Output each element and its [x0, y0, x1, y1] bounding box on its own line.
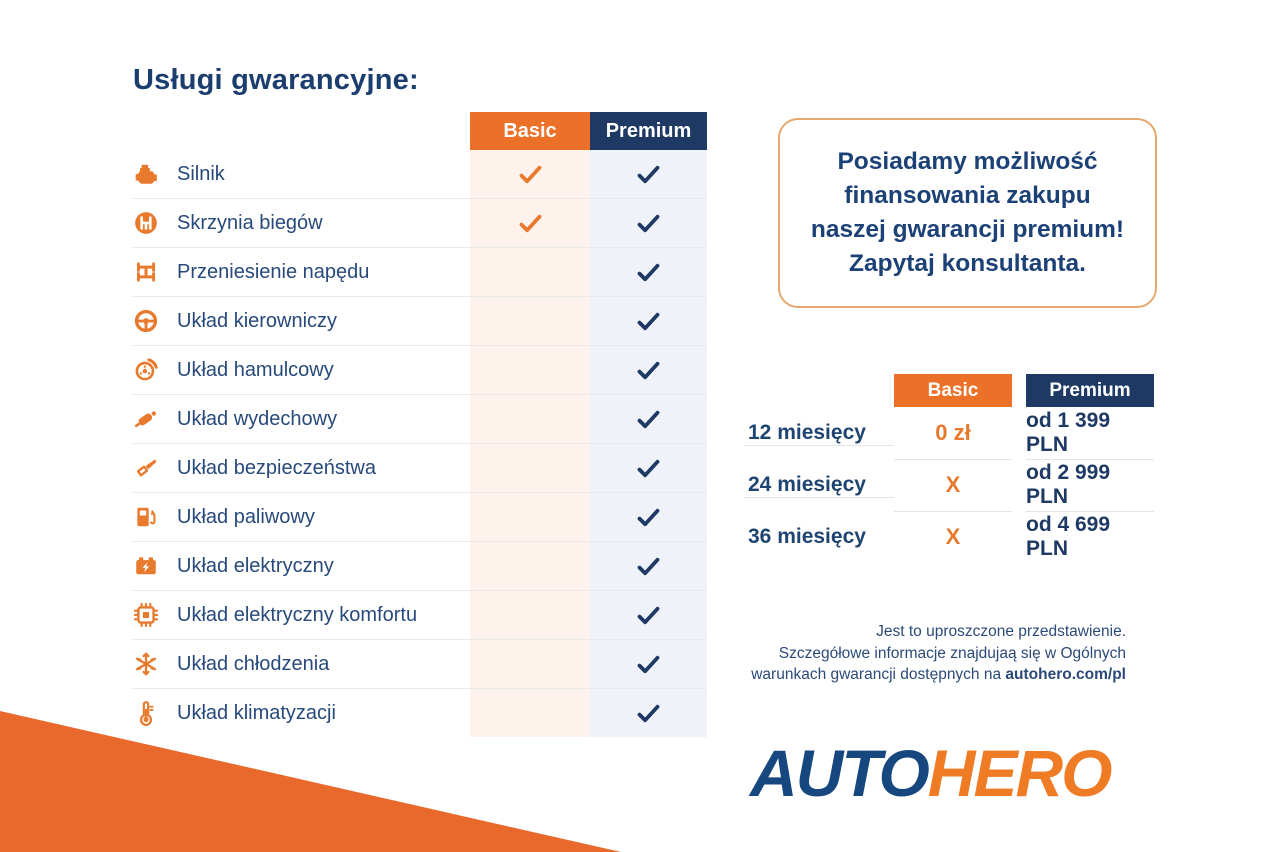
promo-line: naszej gwarancji premium! — [810, 216, 1125, 243]
seatbelt-icon — [133, 444, 176, 492]
exhaust-icon — [133, 395, 176, 443]
chip-icon — [133, 591, 176, 639]
table-row — [133, 345, 707, 394]
basic-cell — [470, 395, 590, 443]
premium-cell — [590, 346, 707, 394]
pricing-basic-value: 0 zł — [894, 407, 1012, 460]
website-url: autohero.com/pl — [1005, 666, 1126, 683]
row-label: Układ bezpieczeństwa — [177, 456, 376, 479]
header-gap — [1012, 374, 1026, 407]
promo-line: finansowania zakupu — [844, 182, 1091, 209]
table-row — [133, 541, 707, 590]
table-row — [133, 688, 707, 737]
premium-cell — [590, 248, 707, 296]
row-label: Układ klimatyzacji — [177, 701, 336, 724]
pricing-column-header-premium: Premium — [1026, 374, 1154, 407]
battery-icon — [133, 542, 176, 590]
table-row — [133, 590, 707, 639]
pricing-table-rows — [744, 407, 1156, 563]
table-row — [133, 296, 707, 345]
basic-cell — [470, 689, 590, 737]
row-label: Układ elektryczny komfortu — [177, 603, 418, 626]
warranty-column-header-premium: Premium — [590, 112, 707, 150]
row-label: Silnik — [177, 162, 225, 185]
promo-line: Zapytaj konsultanta. — [849, 250, 1086, 277]
row-label: Układ elektryczny — [177, 554, 334, 577]
basic-cell — [470, 444, 590, 492]
table-row — [133, 443, 707, 492]
pricing-table — [744, 374, 1156, 563]
premium-cell — [590, 493, 707, 541]
table-row — [133, 394, 707, 443]
header-spacer — [744, 374, 894, 407]
warranty-column-header-basic: Basic — [470, 112, 590, 150]
header-spacer — [133, 112, 470, 150]
steering-wheel-icon — [133, 297, 176, 345]
basic-cell — [470, 248, 590, 296]
page-title: Usługi gwarancyjne: — [133, 64, 419, 96]
basic-cell — [470, 493, 590, 541]
fuel-pump-icon — [133, 493, 176, 541]
pricing-row — [744, 459, 1156, 511]
pricing-table-header — [744, 374, 1156, 407]
brake-disc-icon — [133, 346, 176, 394]
basic-cell — [470, 297, 590, 345]
disclaimer-line: Szczegółowe informacje znajdujaą się w Ogólnych — [778, 644, 1126, 662]
disclaimer-line: warunkach gwarancji dostępnych na autohero.com/pl — [751, 666, 1126, 683]
row-label: Układ wydechowy — [177, 407, 338, 430]
warranty-table — [133, 112, 707, 737]
pricing-row — [744, 407, 1156, 459]
warranty-table-rows — [133, 150, 707, 737]
table-row — [133, 198, 707, 247]
pricing-period: 36 miesięcy — [748, 525, 866, 548]
premium-cell — [590, 199, 707, 247]
premium-cell — [590, 542, 707, 590]
logo-auto-part: AUTO — [750, 736, 928, 810]
premium-cell — [590, 395, 707, 443]
pricing-basic-value: X — [945, 524, 961, 549]
row-label: Skrzynia biegów — [177, 211, 323, 234]
table-row — [133, 492, 707, 541]
basic-cell — [470, 591, 590, 639]
financing-promo-box — [778, 118, 1157, 308]
basic-cell — [470, 346, 590, 394]
pricing-basic-value: X — [894, 459, 1012, 512]
row-label: Przeniesienie napędu — [177, 260, 370, 283]
basic-cell — [470, 640, 590, 688]
snowflake-icon — [133, 640, 176, 688]
row-label: Układ kierowniczy — [177, 309, 338, 332]
premium-cell — [590, 150, 707, 198]
logo-hero-part: HERO — [927, 736, 1111, 810]
warranty-table-header — [133, 112, 707, 150]
pricing-premium-value: od 1 399 PLN — [1026, 407, 1154, 460]
disclaimer-line: Jest to uproszczone przedstawienie. — [876, 623, 1126, 640]
disclaimer-text — [660, 621, 1126, 686]
premium-cell — [590, 689, 707, 737]
pricing-row — [744, 511, 1156, 563]
pricing-period: 12 miesięcy — [744, 421, 894, 446]
gearbox-icon — [133, 199, 176, 247]
autohero-logo — [750, 736, 1111, 810]
promo-line: Posiadamy możliwość — [837, 148, 1098, 175]
premium-cell — [590, 297, 707, 345]
drivetrain-icon — [133, 248, 176, 296]
basic-cell — [470, 150, 590, 198]
row-label: Układ chłodzenia — [177, 652, 330, 675]
row-label: Układ hamulcowy — [177, 358, 334, 381]
premium-cell — [590, 444, 707, 492]
basic-cell — [470, 199, 590, 247]
row-label: Układ paliwowy — [177, 505, 315, 528]
thermometer-icon — [133, 689, 176, 737]
table-row — [133, 247, 707, 296]
pricing-premium-value: od 4 699 PLN — [1026, 513, 1111, 560]
table-row — [133, 639, 707, 688]
table-row — [133, 150, 707, 198]
basic-cell — [470, 542, 590, 590]
engine-icon — [133, 150, 176, 198]
pricing-column-header-basic: Basic — [894, 374, 1012, 407]
pricing-premium-value: od 2 999 PLN — [1026, 459, 1154, 512]
pricing-period: 24 miesięcy — [744, 473, 894, 498]
